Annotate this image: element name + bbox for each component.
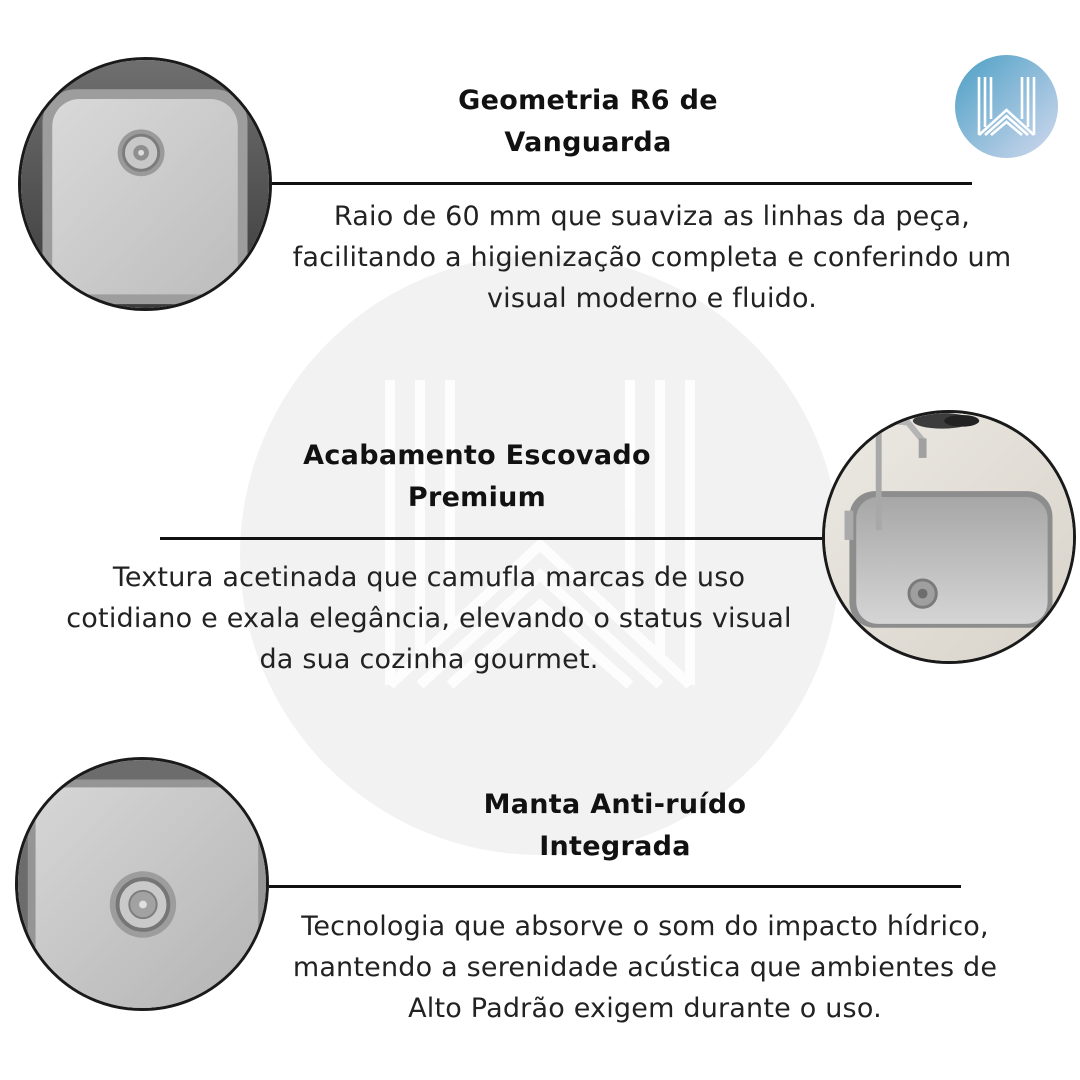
- divider-line: [269, 885, 961, 888]
- brand-logo-icon: [955, 55, 1058, 158]
- divider-line: [272, 182, 972, 185]
- sink-corner-photo: [18, 57, 272, 311]
- feature-description-acabamento: [38, 557, 820, 680]
- sink-countertop-photo: [822, 410, 1076, 664]
- feature-description-manta: [275, 906, 1015, 1029]
- feature-title-line: Vanguarda: [504, 127, 672, 158]
- sink-bowl-photo: [15, 757, 269, 1011]
- feature-title-line: Acabamento Escovado: [303, 440, 651, 471]
- watermark-logo: [240, 255, 840, 855]
- description-line: Alto Padrão exigem durante o uso.: [408, 993, 882, 1024]
- feature-title-line: Geometria R6 de: [458, 85, 718, 116]
- description-line: cotidiano e exala elegância, elevando o status visual: [66, 603, 792, 634]
- feature-title-geometria: [388, 80, 788, 164]
- description-line: Raio de 60 mm que suaviza as linhas da peça,: [333, 201, 971, 232]
- description-line: facilitando a higienização completa e conferindo um: [292, 242, 1012, 273]
- feature-title-line: Premium: [407, 482, 547, 513]
- description-line: visual moderno e fluido.: [486, 283, 818, 314]
- description-line: Textura acetinada que camufla marcas de uso: [112, 562, 746, 593]
- description-line: da sua cozinha gourmet.: [259, 644, 599, 675]
- feature-title-manta: [440, 784, 790, 868]
- feature-title-acabamento: [282, 435, 672, 519]
- description-line: mantendo a serenidade acústica que ambientes de: [292, 952, 998, 983]
- feature-title-line: Integrada: [539, 831, 691, 862]
- divider-line: [160, 537, 822, 540]
- description-line: Tecnologia que absorve o som do impacto hídrico,: [301, 911, 989, 942]
- feature-description-geometria: [262, 196, 1042, 319]
- feature-title-line: Manta Anti-ruído: [483, 789, 747, 820]
